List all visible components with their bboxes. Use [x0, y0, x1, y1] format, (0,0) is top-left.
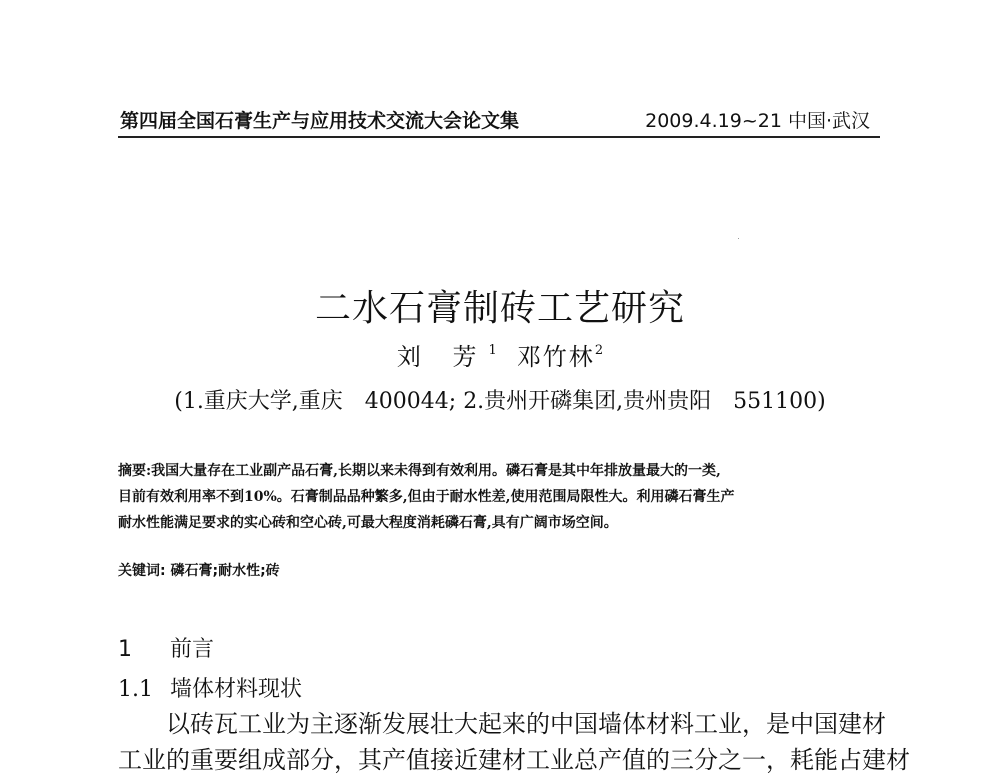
section-heading-1 — [118, 632, 214, 663]
body-line: 工业的重要组成部分，其产值接近建材工业总产值的三分之一，耗能占建材 — [118, 746, 910, 774]
body-paragraph — [118, 706, 910, 778]
abstract-line: 目前有效利用率不到10%。石膏制品品种繁多,但由于耐水性差,使用范围局限性大。利用磷石膏生产 — [118, 489, 735, 505]
abstract — [118, 458, 888, 536]
abstract-line: 摘要:我国大量存在工业副产品石膏,长期以来未得到有效利用。磷石膏是其中年排放量最大的一类, — [118, 463, 721, 479]
scan-speck — [738, 238, 739, 239]
subsection-number: 1.1 — [118, 677, 153, 702]
body-line: 以砖瓦工业为主逐渐发展壮大起来的中国墙体材料工业，是中国建材 — [166, 710, 886, 738]
section-title: 前言 — [170, 637, 215, 662]
affiliations: (1.重庆大学,重庆 400044; 2.贵州开磷集团,贵州贵阳 551100) — [174, 389, 826, 414]
author-2-name: 邓竹林 — [516, 343, 595, 371]
subsection-title: 墙体材料现状 — [170, 677, 303, 702]
author-1-affil-mark: 1 — [488, 343, 497, 358]
author-1-name: 刘 芳 — [396, 343, 489, 371]
journal-title: 第四届全国石膏生产与应用技术交流大会论文集 — [120, 110, 520, 132]
section-heading-1-1 — [118, 672, 302, 703]
running-header — [118, 104, 880, 138]
author-line — [0, 337, 1000, 372]
keywords: 关键词: 磷石膏;耐水性;砖 — [118, 563, 280, 579]
author-1 — [397, 343, 517, 371]
conference-date-location: 2009.4.19~21 中国·武汉 — [645, 110, 870, 132]
author-2-affil-mark: 2 — [594, 343, 604, 358]
author-2 — [517, 343, 603, 371]
section-number: 1 — [118, 637, 132, 662]
abstract-line: 耐水性能满足要求的实心砖和空心砖,可最大程度消耗磷石膏,具有广阔市场空间。 — [118, 515, 618, 531]
paper-title: 二水石膏制砖工艺研究 — [314, 288, 685, 329]
